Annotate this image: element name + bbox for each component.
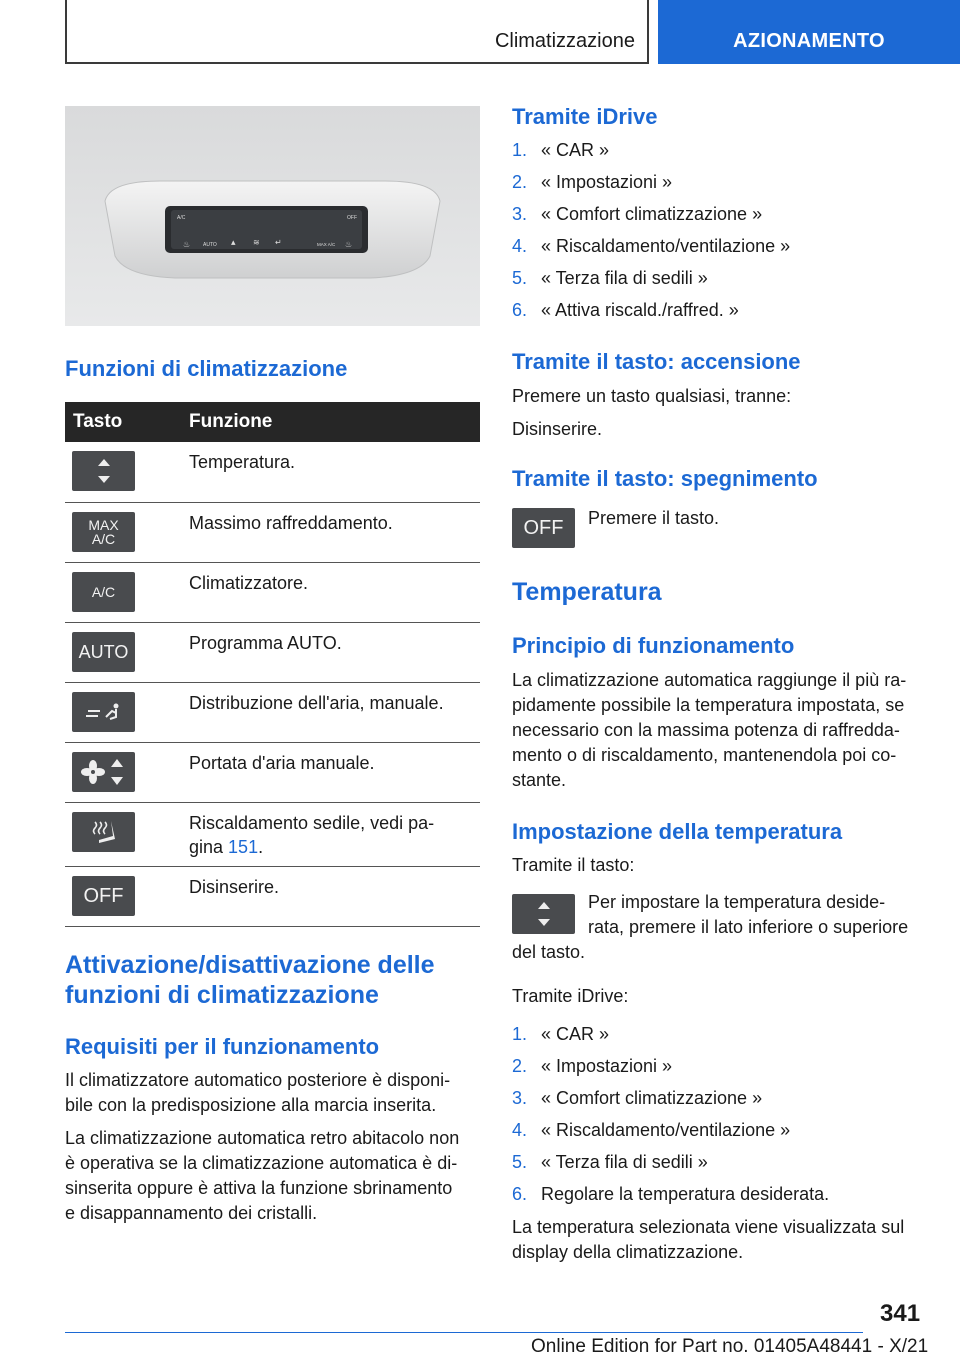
step-number: 1. <box>512 1024 528 1044</box>
step-text: « Comfort climatizzazione » <box>541 1088 763 1108</box>
footer-edition: Online Edition for Part no. 01405A48441 - X/21 <box>531 1336 929 1357</box>
text-line: sinserita oppure è attiva la funzione sbrinamento <box>65 1178 453 1198</box>
seat-heating-text-end: . <box>258 836 264 857</box>
fan-speed-icon <box>72 752 135 792</box>
panel-label-auto: AUTO <box>203 242 217 248</box>
temperature-steps-list <box>512 1024 829 1216</box>
list-item <box>512 172 790 204</box>
max-ac-key-label: MAX A/C <box>88 516 119 547</box>
function-text: Disinserire. <box>189 866 480 926</box>
text-line: bile con la predisposizione alla marcia inserita. <box>65 1095 437 1115</box>
temperature-heading: Temperatura <box>512 578 662 606</box>
seat-heating-text-line1: Riscaldamento sedile, vedi pa- <box>189 812 435 833</box>
svg-text:≋: ≋ <box>253 238 260 247</box>
function-text: Climatizzatore. <box>189 562 480 622</box>
step-number: 4. <box>512 1120 528 1140</box>
text-line: Il climatizzatore automatico posteriore è disponi- <box>65 1070 451 1090</box>
step-text: « CAR » <box>541 140 610 160</box>
page-link-151[interactable]: 151 <box>228 836 259 857</box>
step-number: 2. <box>512 172 528 192</box>
rear-climate-panel-illustration <box>65 106 480 326</box>
step-text: « Impostazioni » <box>541 172 673 192</box>
text-line: La climatizzazione automatica retro abitacolo non <box>65 1128 460 1148</box>
key-on-exception: Disinserire. <box>512 419 603 439</box>
list-item <box>512 268 790 300</box>
column-header-key: Tasto <box>65 402 189 442</box>
table-row <box>65 802 480 866</box>
list-item <box>512 204 790 236</box>
panel-label-off: OFF <box>347 215 357 221</box>
step-text: « Attiva riscald./raffred. » <box>541 300 739 320</box>
temperature-rocker-icon <box>72 451 135 491</box>
table-header-row <box>65 402 480 442</box>
list-item <box>512 1056 829 1088</box>
list-item <box>512 1120 829 1152</box>
auto-key-label: AUTO <box>78 641 129 662</box>
list-item <box>512 236 790 268</box>
function-text: Programma AUTO. <box>189 622 480 682</box>
off-key-icon <box>72 876 135 916</box>
principle-paragraph <box>512 668 932 793</box>
function-text <box>189 802 480 866</box>
activation-heading-line1: Attivazione/disattivazione delle <box>65 951 435 979</box>
step-number: 2. <box>512 1056 528 1076</box>
key-off-heading: Tramite il tasto: spegnimento <box>512 466 818 491</box>
footer-divider <box>65 1332 863 1333</box>
activation-heading <box>65 950 485 1010</box>
step-number: 3. <box>512 1088 528 1108</box>
seat-heating-text-line2: gina <box>189 836 229 857</box>
via-key-text: Tramite il tasto: <box>512 855 635 875</box>
requirements-paragraph-2 <box>65 1126 485 1226</box>
functions-table <box>65 402 480 927</box>
step-number: 5. <box>512 268 528 288</box>
text-line: display della climatizzazione. <box>512 1242 744 1262</box>
ac-key-icon <box>72 572 135 612</box>
max-ac-key-icon <box>72 512 135 552</box>
function-text: Massimo raffreddamento. <box>189 502 480 562</box>
function-text: Portata d'aria manuale. <box>189 742 480 802</box>
svg-text:↵: ↵ <box>275 238 282 247</box>
step-number: 6. <box>512 1184 528 1204</box>
idrive-steps-list <box>512 140 790 332</box>
text-line: necessario con la massima potenza di raffredda- <box>512 720 900 740</box>
text-line: La temperatura selezionata viene visualizzata sul <box>512 1217 905 1237</box>
svg-text:♨: ♨ <box>183 240 191 249</box>
step-number: 6. <box>512 300 528 320</box>
table-row <box>65 742 480 802</box>
panel-label-max-ac: MAX A/C <box>317 242 336 247</box>
auto-key-icon <box>72 632 135 672</box>
svg-text:♨: ♨ <box>345 240 353 249</box>
text-line: e disappannamento dei cristalli. <box>65 1203 318 1223</box>
step-text: « Riscaldamento/ventilazione » <box>541 1120 791 1140</box>
step-number: 5. <box>512 1152 528 1172</box>
list-item <box>512 1088 829 1120</box>
text-line: pidamente possibile la temperatura impostata, se <box>512 695 905 715</box>
step-number: 4. <box>512 236 528 256</box>
list-item <box>512 140 790 172</box>
step-text: « Riscaldamento/ventilazione » <box>541 236 791 256</box>
key-on-heading: Tramite il tasto: accensione <box>512 349 801 374</box>
text-line: stante. <box>512 770 567 790</box>
activation-heading-line2: funzioni di climatizzazione <box>65 981 379 1009</box>
header-section-title: Climatizzazione <box>494 30 635 52</box>
off-key-icon <box>512 508 575 548</box>
temperature-setting-heading: Impostazione della temperatura <box>512 819 843 844</box>
step-text: « Terza fila di sedili » <box>541 268 708 288</box>
step-number: 3. <box>512 204 528 224</box>
off-key-label: OFF <box>83 884 124 907</box>
final-paragraph <box>512 1215 942 1265</box>
table-row <box>65 622 480 682</box>
setting-text-line2: rata, premere il lato inferiore o superiore <box>588 917 909 937</box>
table-row <box>65 682 480 742</box>
table-row <box>65 866 480 926</box>
rear-climate-panel-photo <box>65 106 480 326</box>
setting-text-line3: del tasto. <box>512 942 586 962</box>
text-line: è operativa se la climatizzazione automatica è di- <box>65 1153 458 1173</box>
page-number: 341 <box>880 1300 921 1327</box>
key-on-text: Premere un tasto qualsiasi, tranne: <box>512 386 792 406</box>
off-key-label: OFF <box>523 516 564 539</box>
list-item <box>512 1024 829 1056</box>
text-line: mento o di riscaldamento, mantenendola poi co- <box>512 745 897 765</box>
table-row <box>65 562 480 622</box>
idrive-heading: Tramite iDrive <box>512 104 658 129</box>
list-item <box>512 1184 829 1216</box>
key-off-text: Premere il tasto. <box>588 508 720 528</box>
function-text: Temperatura. <box>189 442 480 502</box>
via-idrive-text: Tramite iDrive: <box>512 986 629 1006</box>
step-text: « Terza fila di sedili » <box>541 1152 708 1172</box>
step-text: « Impostazioni » <box>541 1056 673 1076</box>
svg-text:▴: ▴ <box>231 237 236 247</box>
header-chapter-tab: AZIONAMENTO <box>658 0 960 64</box>
list-item <box>512 300 790 332</box>
panel-label-ac: A/C <box>177 215 186 221</box>
requirements-heading: Requisiti per il funzionamento <box>65 1034 380 1059</box>
step-number: 1. <box>512 140 528 160</box>
ac-key-label: A/C <box>91 583 116 600</box>
step-text: « CAR » <box>541 1024 610 1044</box>
column-header-function: Funzione <box>189 402 480 442</box>
temperature-rocker-icon <box>512 894 575 934</box>
requirements-paragraph-1 <box>65 1068 485 1118</box>
step-text: « Comfort climatizzazione » <box>541 204 763 224</box>
setting-text-line1: Per impostare la temperatura deside- <box>588 892 886 912</box>
seat-heating-icon <box>72 812 135 852</box>
principle-heading: Principio di funzionamento <box>512 633 795 658</box>
functions-heading: Funzioni di climatizzazione <box>65 356 348 381</box>
table-row <box>65 442 480 502</box>
list-item <box>512 1152 829 1184</box>
function-text: Distribuzione dell'aria, manuale. <box>189 682 480 742</box>
step-text: Regolare la temperatura desiderata. <box>541 1184 830 1204</box>
air-distribution-icon <box>72 692 135 732</box>
header-frame <box>65 0 649 64</box>
text-line: La climatizzazione automatica raggiunge il più ra- <box>512 670 907 690</box>
table-row <box>65 502 480 562</box>
